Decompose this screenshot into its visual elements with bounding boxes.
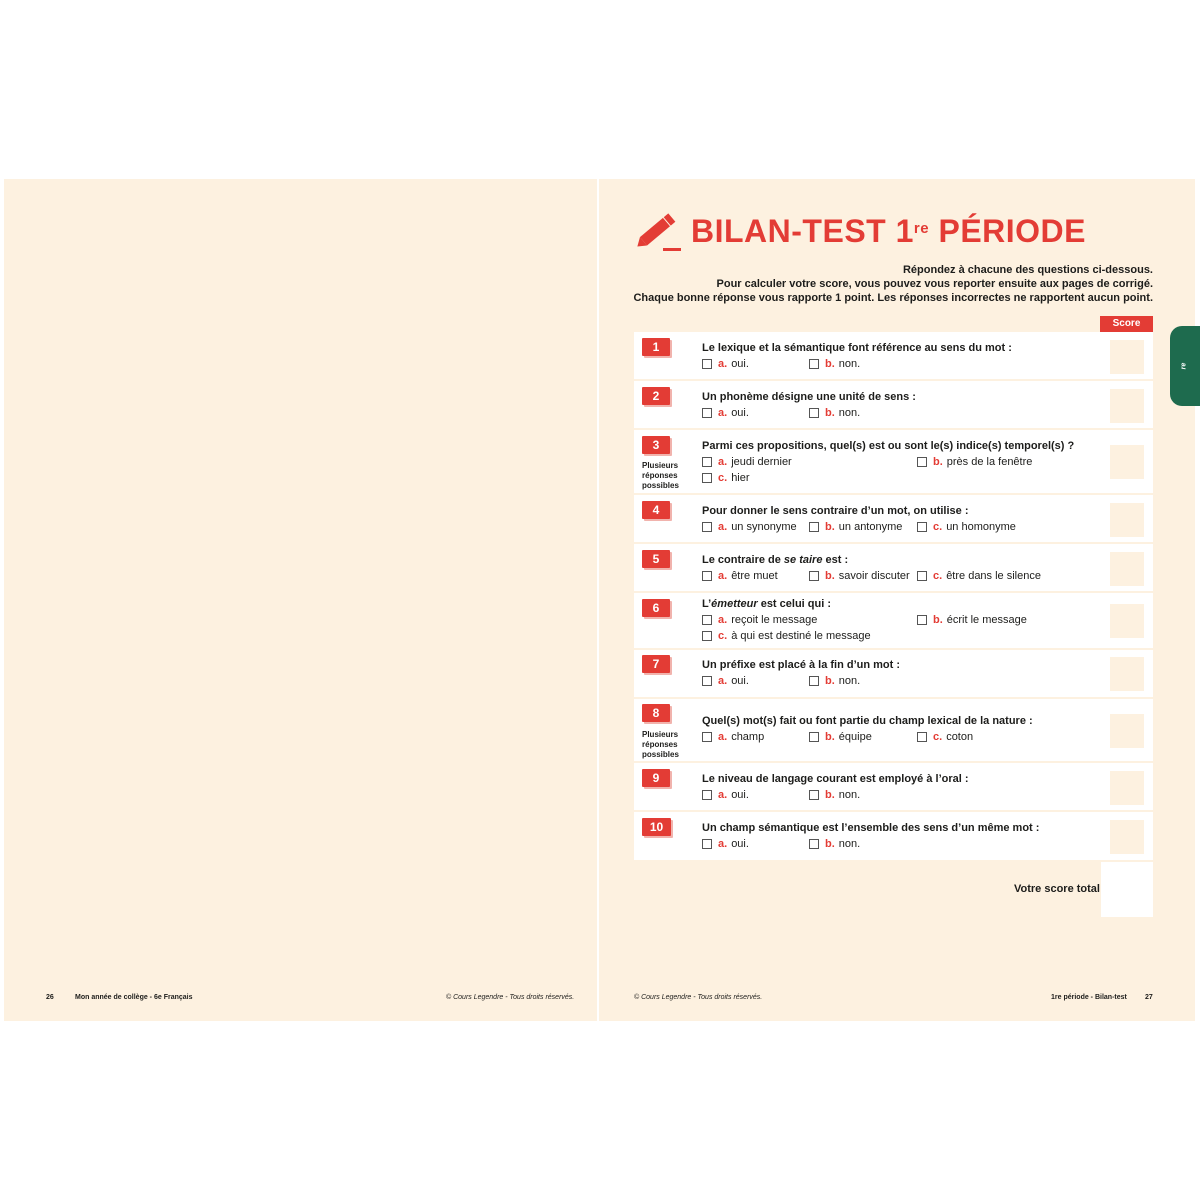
- score-box[interactable]: [1110, 445, 1144, 479]
- checkbox[interactable]: [809, 571, 819, 581]
- question-text: Un préfixe est placé à la fin d’un mot :: [702, 659, 901, 671]
- option-c[interactable]: c. un homonyme: [917, 521, 1016, 533]
- score-box[interactable]: [1110, 604, 1144, 638]
- option-a[interactable]: a. oui.: [702, 838, 749, 850]
- checkbox[interactable]: [809, 408, 819, 418]
- option-a[interactable]: a. reçoit le message: [702, 614, 817, 626]
- question-row-1: [634, 332, 1153, 379]
- option-b[interactable]: b. non.: [809, 838, 860, 850]
- checkbox[interactable]: [809, 839, 819, 849]
- option-a[interactable]: a. être muet: [702, 570, 778, 582]
- checkbox[interactable]: [702, 676, 712, 686]
- intro-line-3: Chaque bonne réponse vous rapporte 1 point. Les réponses incorrectes ne rapportent aucun point.: [633, 292, 1153, 304]
- question-text: Le lexique et la sémantique font référence au sens du mot :: [702, 342, 1012, 354]
- question-number: 7: [642, 655, 670, 673]
- checkbox[interactable]: [702, 408, 712, 418]
- question-number: 1: [642, 338, 670, 356]
- option-a[interactable]: a. oui.: [702, 358, 749, 370]
- question-row-4: [634, 495, 1153, 542]
- right-copyright: © Cours Legendre - Tous droits réservés.: [634, 994, 763, 1001]
- question-row-8: [634, 699, 1153, 761]
- option-b[interactable]: b. équipe: [809, 731, 872, 743]
- checkbox[interactable]: [917, 571, 927, 581]
- checkbox[interactable]: [702, 631, 712, 641]
- period-side-tab: re: [1170, 326, 1200, 406]
- left-book-title: Mon année de collège - 6e Français: [75, 994, 193, 1001]
- intro-line-1: Répondez à chacune des questions ci-dessous.: [902, 264, 1153, 276]
- right-page-number: 27: [1145, 994, 1153, 1001]
- checkbox[interactable]: [917, 732, 927, 742]
- question-number: 6: [642, 599, 670, 617]
- question-number: 3: [642, 436, 670, 454]
- score-box[interactable]: [1110, 714, 1144, 748]
- checkbox[interactable]: [702, 790, 712, 800]
- question-text: Parmi ces propositions, quel(s) est ou sont le(s) indice(s) temporel(s) ?: [702, 440, 1075, 452]
- score-box[interactable]: [1110, 503, 1144, 537]
- score-header: Score: [1100, 316, 1153, 332]
- checkbox[interactable]: [809, 359, 819, 369]
- score-box[interactable]: [1110, 820, 1144, 854]
- question-row-7: [634, 650, 1153, 697]
- option-a[interactable]: a. oui.: [702, 789, 749, 801]
- checkbox[interactable]: [809, 676, 819, 686]
- option-b[interactable]: b. non.: [809, 789, 860, 801]
- question-text: Un phonème désigne une unité de sens :: [702, 391, 916, 403]
- question-row-2: [634, 381, 1153, 428]
- question-number: 2: [642, 387, 670, 405]
- option-a[interactable]: a. oui.: [702, 675, 749, 687]
- left-page: [4, 179, 597, 1021]
- score-box[interactable]: [1110, 340, 1144, 374]
- checkbox[interactable]: [809, 522, 819, 532]
- checkbox[interactable]: [702, 571, 712, 581]
- option-b[interactable]: b. non.: [809, 407, 860, 419]
- option-c[interactable]: c. coton: [917, 731, 973, 743]
- question-number: 10: [642, 818, 671, 836]
- question-text: Un champ sémantique est l’ensemble des sens d’un même mot :: [702, 822, 1040, 834]
- question-row-10: [634, 812, 1153, 860]
- question-text: Pour donner le sens contraire d’un mot, on utilise :: [702, 505, 969, 517]
- option-b[interactable]: b. près de la fenêtre: [917, 456, 1032, 468]
- total-score-label: Votre score total: [1014, 883, 1100, 895]
- option-a[interactable]: a. oui.: [702, 407, 749, 419]
- option-a[interactable]: a. jeudi dernier: [702, 456, 792, 468]
- question-row-5: [634, 544, 1153, 591]
- checkbox[interactable]: [809, 732, 819, 742]
- question-text: L’émetteur est celui qui :: [702, 598, 831, 610]
- option-b[interactable]: b. savoir discuter: [809, 570, 910, 582]
- option-b[interactable]: b. non.: [809, 675, 860, 687]
- question-text: Le contraire de se taire est :: [702, 554, 849, 566]
- checkbox[interactable]: [702, 615, 712, 625]
- option-c[interactable]: c. hier: [702, 472, 750, 484]
- checkbox[interactable]: [702, 473, 712, 483]
- checkbox[interactable]: [702, 522, 712, 532]
- score-box[interactable]: [1110, 389, 1144, 423]
- checkbox[interactable]: [702, 359, 712, 369]
- question-row-9: [634, 763, 1153, 810]
- checkbox[interactable]: [809, 790, 819, 800]
- left-page-number: 26: [46, 994, 54, 1001]
- question-text: Quel(s) mot(s) fait ou font partie du champ lexical de la nature :: [702, 715, 1033, 727]
- question-number: 4: [642, 501, 670, 519]
- option-b[interactable]: b. non.: [809, 358, 860, 370]
- option-c[interactable]: c. à qui est destiné le message: [702, 630, 871, 642]
- score-box[interactable]: [1110, 552, 1144, 586]
- score-box[interactable]: [1110, 771, 1144, 805]
- page-title: BILAN-TEST 1re PÉRIODE: [691, 213, 1086, 249]
- question-row-3: [634, 430, 1153, 493]
- pencil-icon: [633, 210, 681, 252]
- intro-line-2: Pour calculer votre score, vous pouvez vous reporter ensuite aux pages de corrigé.: [716, 278, 1153, 290]
- checkbox[interactable]: [917, 615, 927, 625]
- score-box[interactable]: [1110, 657, 1144, 691]
- total-score-box[interactable]: [1101, 862, 1153, 917]
- option-a[interactable]: a. champ: [702, 731, 764, 743]
- option-b[interactable]: b. un antonyme: [809, 521, 902, 533]
- option-b[interactable]: b. écrit le message: [917, 614, 1027, 626]
- question-number: 5: [642, 550, 670, 568]
- option-a[interactable]: a. un synonyme: [702, 521, 797, 533]
- multi-answer-note: Plusieurs réponses possibles: [642, 461, 679, 490]
- question-number: 9: [642, 769, 670, 787]
- multi-answer-note: Plusieurs réponses possibles: [642, 730, 679, 759]
- left-copyright: © Cours Legendre - Tous droits réservés.: [446, 994, 575, 1001]
- checkbox[interactable]: [702, 457, 712, 467]
- question-text: Le niveau de langage courant est employé à l’oral :: [702, 773, 969, 785]
- question-row-6: [634, 593, 1153, 648]
- checkbox[interactable]: [917, 457, 927, 467]
- checkbox[interactable]: [917, 522, 927, 532]
- checkbox[interactable]: [702, 839, 712, 849]
- right-section-title: 1re période - Bilan-test: [1051, 994, 1127, 1001]
- question-number: 8: [642, 704, 670, 722]
- checkbox[interactable]: [702, 732, 712, 742]
- option-c[interactable]: c. être dans le silence: [917, 570, 1041, 582]
